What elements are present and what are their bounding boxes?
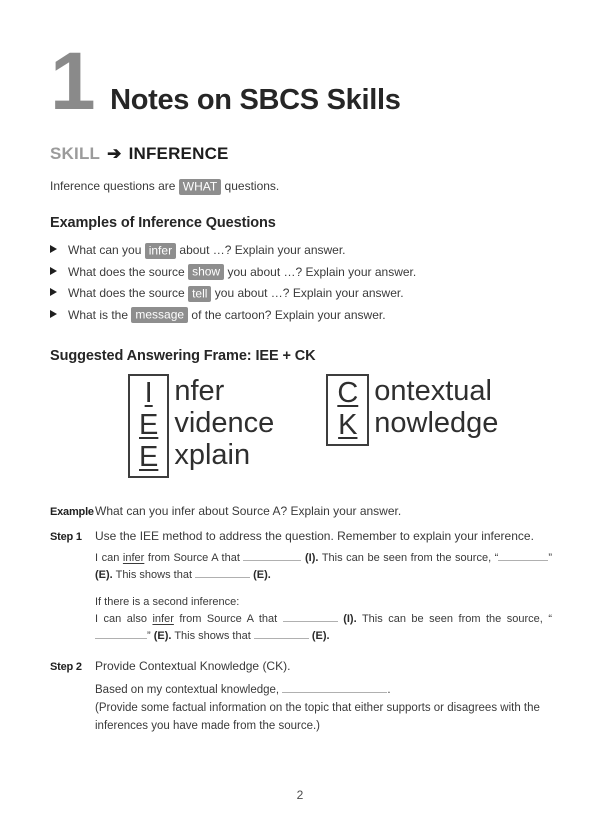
list-item [50, 283, 552, 305]
blank-line [195, 568, 250, 578]
step2-answer-frame [95, 682, 552, 735]
examples-heading: Examples of Inference Questions [50, 215, 276, 231]
ck-frame [326, 374, 498, 446]
ck-words [374, 374, 498, 439]
page-content [0, 36, 600, 735]
highlight-chip: tell [188, 286, 211, 302]
bullet-text: of the cartoon? Explain your answer. [191, 307, 386, 322]
list-item [50, 305, 552, 327]
fill-text: I can also [95, 613, 147, 625]
acronym-letter: K [338, 409, 358, 441]
fill-text: This can be seen from the source, “ [321, 552, 499, 564]
step1-instruction: Use the IEE method to address the question. Remember to explain your inference. [95, 529, 534, 543]
acronym-word: vidence [174, 407, 275, 439]
page-number: 2 [296, 788, 304, 802]
intro-pre: Inference questions are [50, 179, 176, 193]
bullet-icon [50, 267, 57, 275]
bullet-icon [50, 245, 57, 253]
intro-line [50, 179, 552, 193]
step2-instruction: Provide Contextual Knowledge (CK). [95, 659, 291, 673]
bullet-icon [50, 288, 57, 296]
bullet-text: What does the source [68, 286, 185, 300]
acronym-letter: E [139, 441, 159, 473]
list-item [50, 262, 552, 284]
fill-text: Based on my contextual knowledge, [95, 684, 280, 696]
marker-i: (I). [305, 552, 319, 564]
arrow-right-icon: ➔ [107, 144, 122, 163]
step1-answer-frame [95, 550, 552, 645]
blank-line [254, 629, 309, 639]
ck-letter-box [326, 374, 369, 446]
blank-line [498, 551, 548, 561]
fill-text: This shows that [115, 569, 193, 581]
example-question: What can you infer about Source A? Explain your answer. [95, 504, 402, 518]
step1-row [50, 529, 552, 543]
blank-line [243, 551, 301, 561]
blank-line [282, 683, 387, 693]
iee-frame [128, 374, 274, 478]
highlight-chip: message [131, 307, 188, 323]
fill-text: from Source A that [179, 613, 278, 625]
acronym-word: nfer [174, 375, 225, 407]
step2-note: (Provide some factual information on the topic that either supports or disagrees with the inferences you have made from the source.) [95, 702, 540, 732]
skill-value: INFERENCE [128, 144, 229, 163]
marker-e: (E). [95, 569, 113, 581]
fill-text: This can be seen from the source, “ [361, 613, 553, 625]
marker-e: (E). [311, 630, 330, 642]
iee-letter-box [128, 374, 169, 478]
bullet-icon [50, 310, 57, 318]
fill-in-paragraph [95, 611, 552, 645]
marker-i: (I). [343, 613, 357, 625]
acronym-word: xplain [174, 439, 251, 471]
fill-in-paragraph [95, 550, 552, 584]
inference-questions-list [50, 240, 552, 326]
example-row [50, 504, 552, 518]
bullet-text: What can you [68, 243, 142, 257]
blank-line [95, 629, 147, 639]
fill-text: This shows that [174, 630, 251, 642]
blank-line [283, 612, 338, 622]
fill-text: ” [548, 552, 553, 564]
highlight-chip: infer [145, 243, 176, 259]
fill-text: . [387, 684, 391, 696]
chapter-title: Notes on SBCS Skills [110, 84, 401, 116]
intro-post: questions. [224, 179, 280, 193]
step2-label: Step 2 [50, 660, 82, 673]
acronym-letter: E [139, 409, 159, 441]
fill-text-underlined: infer [122, 552, 145, 564]
chapter-number: 1 [50, 36, 94, 127]
acronym-word: nowledge [374, 407, 499, 439]
fill-in-paragraph [95, 682, 552, 699]
bullet-text: you about …? Explain your answer. [214, 286, 404, 300]
fill-text: ” [147, 630, 151, 642]
step1-label: Step 1 [50, 530, 82, 543]
fill-text-underlined: infer [152, 613, 174, 625]
skill-heading [50, 144, 552, 164]
list-item [50, 240, 552, 262]
bullet-text: What does the source [68, 264, 185, 279]
skill-label: SKILL [50, 144, 101, 163]
iee-words [174, 374, 274, 471]
marker-e: (E). [253, 569, 271, 581]
fill-text: from Source A that [147, 552, 240, 564]
step2-row [50, 659, 552, 673]
highlight-chip: WHAT [179, 179, 221, 195]
highlight-chip: show [188, 264, 224, 280]
fill-text: I can [95, 552, 120, 564]
chapter-header [50, 36, 552, 127]
bullet-text: What is the [68, 307, 129, 322]
bullet-text: you about …? Explain your answer. [227, 264, 417, 279]
answering-frame-diagram [128, 374, 552, 478]
acronym-letter: C [337, 377, 359, 409]
acronym-word: ontextual [374, 375, 492, 407]
second-inference-intro: If there is a second inference: [95, 596, 240, 608]
frame-heading: Suggested Answering Frame: IEE + CK [50, 348, 316, 364]
acronym-letter: I [144, 377, 153, 409]
example-label: Example [50, 505, 94, 518]
marker-e: (E). [153, 630, 172, 642]
bullet-text: about …? Explain your answer. [179, 243, 346, 257]
